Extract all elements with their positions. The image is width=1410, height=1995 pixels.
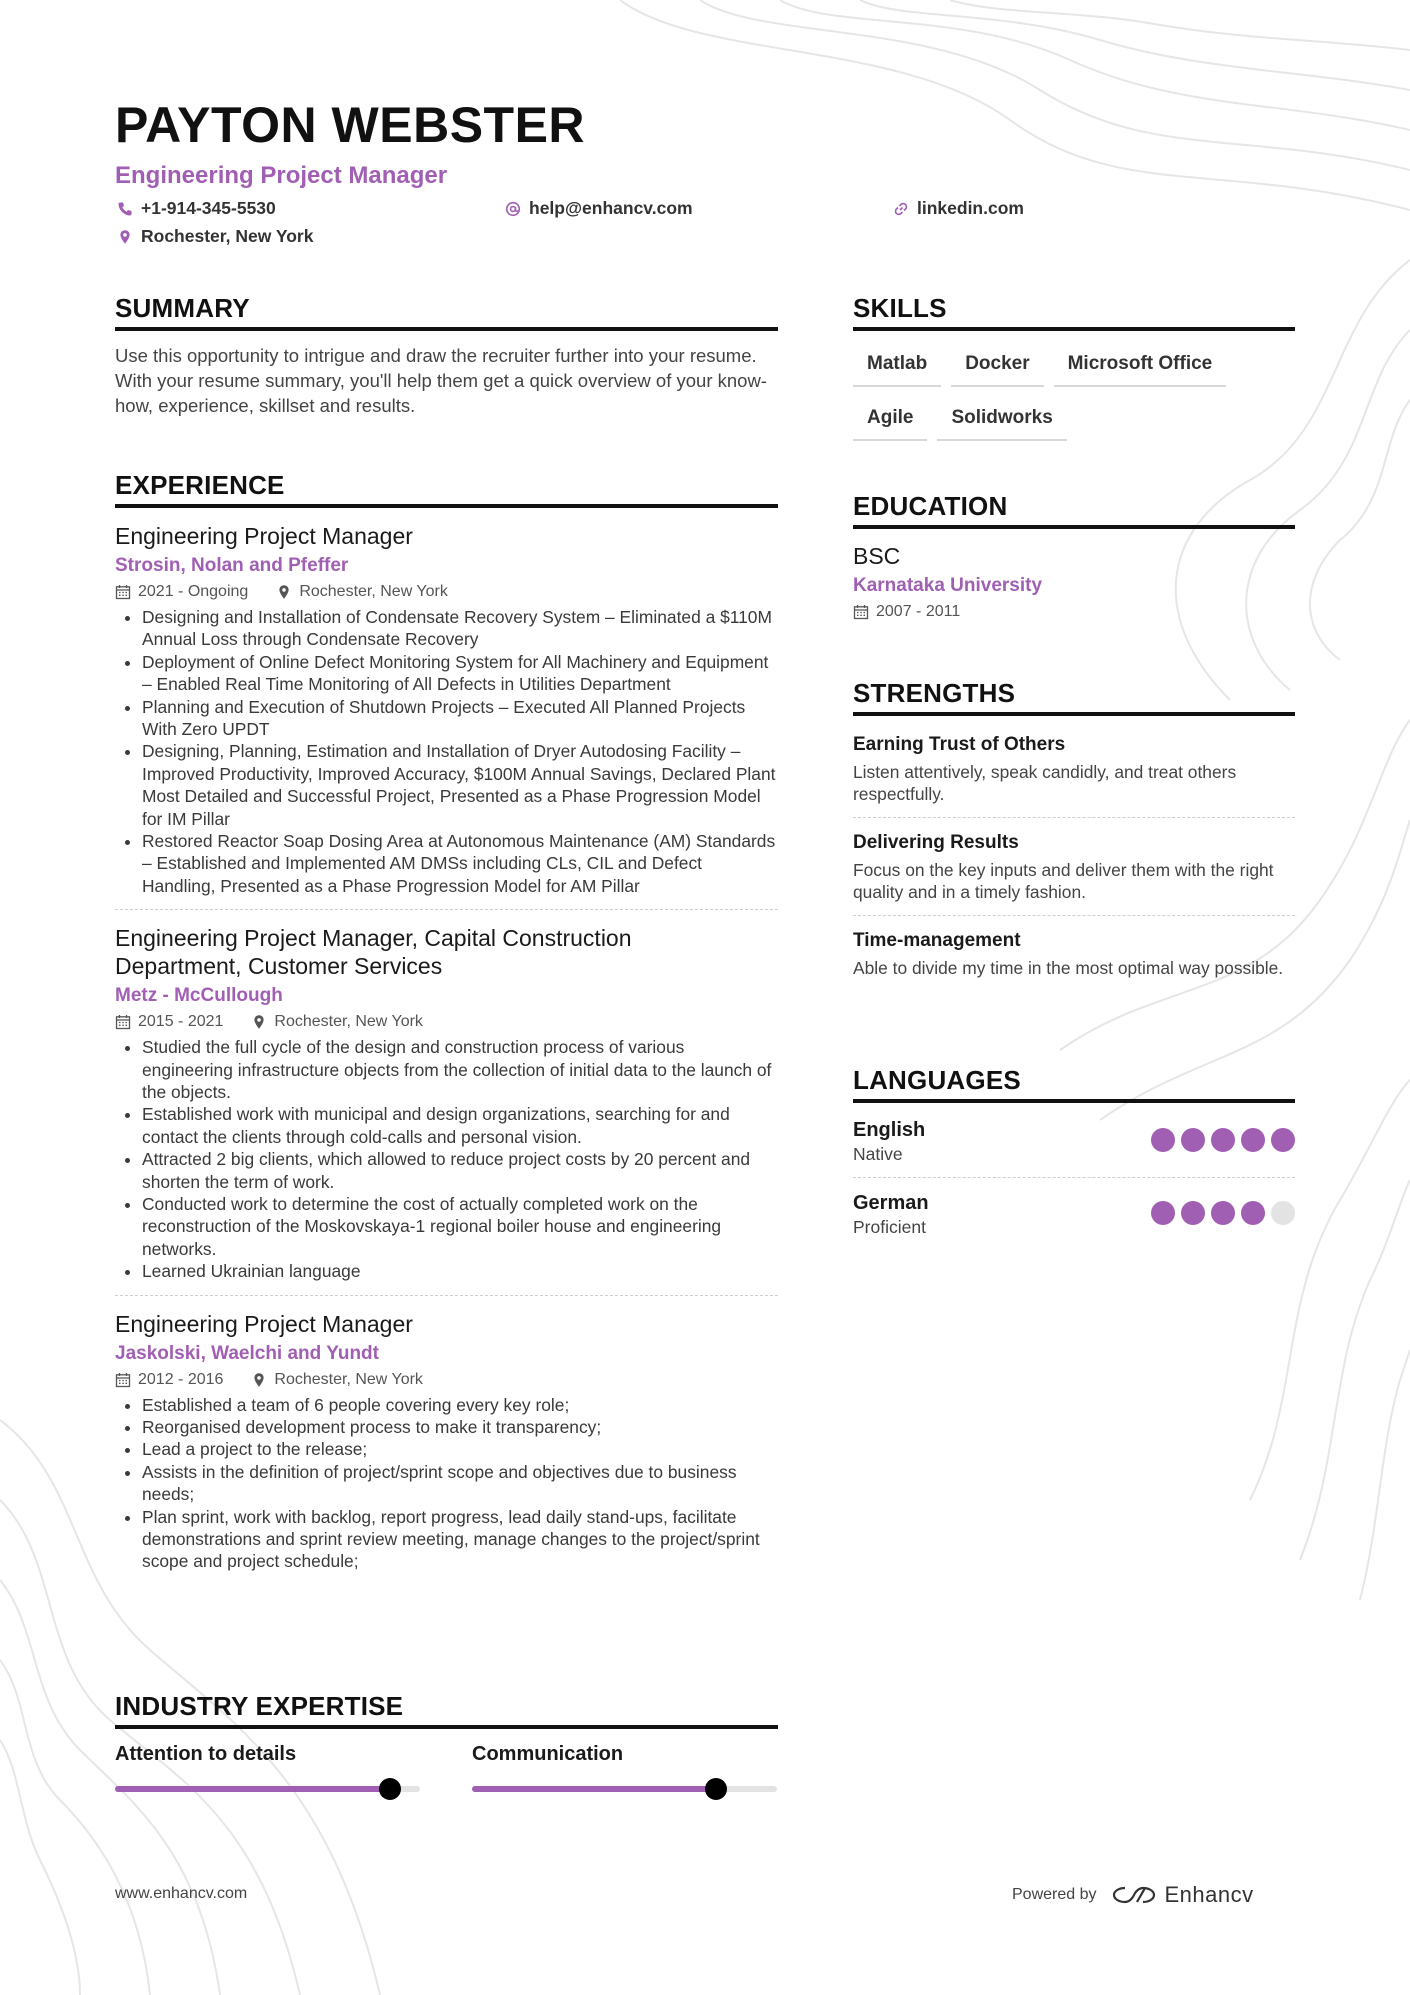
expertise-item — [115, 1743, 420, 1792]
expertise-slider — [115, 1786, 420, 1792]
school-name: Karnataka University — [853, 574, 1043, 596]
calendar-icon — [853, 604, 869, 620]
job-meta — [115, 1371, 778, 1389]
job-bullets — [115, 1394, 778, 1573]
candidate-role: Engineering Project Manager — [115, 162, 448, 189]
company-name: Jaskolski, Waelchi and Yundt — [115, 1342, 379, 1364]
industry-expertise-heading: INDUSTRY EXPERTISE — [115, 1692, 778, 1729]
rating-dot — [1241, 1201, 1265, 1225]
enhancv-logo-icon — [1111, 1884, 1157, 1906]
calendar-icon — [115, 1372, 131, 1388]
expertise-slider — [472, 1786, 777, 1792]
divider — [853, 1177, 1295, 1178]
language-rating — [1151, 1201, 1295, 1225]
footer-website[interactable]: www.enhancv.com — [115, 1885, 248, 1902]
divider — [115, 909, 778, 910]
job-meta — [115, 583, 778, 601]
divider — [853, 915, 1295, 916]
summary-heading: SUMMARY — [115, 294, 778, 331]
location-contact — [117, 226, 313, 247]
experience-heading: EXPERIENCE — [115, 471, 778, 508]
skill-tag: Matlab — [853, 343, 941, 387]
strength-desc: Listen attentively, speak candidly, and treat others respectfully. — [853, 761, 1237, 804]
list-item: • Deployment of Online Defect Monitoring System for All Machinery and Equipment – Enabled Real Time Monitoring of All Defects in Utilities Department — [142, 651, 778, 696]
language-name: English — [853, 1118, 926, 1141]
brand-name: Enhancv — [1164, 1882, 1254, 1907]
list-item: • Studied the full cycle of the design and construction process of various engineering infrastructure objects from the collection of initial data to the launch of the objects. — [142, 1036, 778, 1103]
at-icon — [505, 201, 521, 217]
job-title: Engineering Project Manager — [115, 1310, 413, 1337]
phone-icon — [117, 201, 133, 217]
language-level: Proficient — [853, 1216, 926, 1237]
education-dates: 2007 - 2011 — [876, 602, 961, 620]
strength-title: Earning Trust of Others — [853, 733, 1066, 755]
summary-text: Use this opportunity to intrigue and draw the recruiter further into your resume. With your resume summary, you'll help them get a quick overview of your know-how, experience, skillset and results. — [115, 344, 767, 416]
strengths-heading: STRENGTHS — [853, 679, 1295, 716]
expertise-label: Attention to details — [115, 1743, 297, 1765]
skills-heading: SKILLS — [853, 294, 1295, 331]
experience-section — [115, 471, 778, 1573]
list-item: • Established work with municipal and design organizations, searching for and contact the clients through cold-calls and personal vision. — [142, 1103, 778, 1148]
list-item: • Established a team of 6 people covering every key role; — [142, 1394, 778, 1416]
job-entry — [115, 1310, 778, 1573]
strength-item — [853, 930, 1295, 979]
expertise-slider-fill — [115, 1786, 390, 1792]
location-text: Rochester, New York — [141, 226, 314, 246]
skill-tag: Solidworks — [937, 397, 1066, 441]
summary-section — [115, 294, 778, 418]
list-item: • Designing and Installation of Condensate Recovery System – Eliminated a $110M Annual Loss through Condensate Recovery — [142, 606, 778, 651]
phone-text: +1-914-345-5530 — [141, 198, 276, 218]
language-item — [853, 1192, 1295, 1238]
strength-title: Time-management — [853, 929, 1021, 951]
rating-dot — [1211, 1201, 1235, 1225]
expertise-slider-knob — [705, 1778, 727, 1800]
email-contact[interactable] — [505, 198, 693, 219]
language-level: Native — [853, 1143, 903, 1164]
rating-dot — [1181, 1128, 1205, 1152]
expertise-item — [472, 1743, 777, 1792]
skills-list — [853, 343, 1293, 451]
email-text: help@enhancv.com — [529, 198, 693, 218]
degree: BSC — [853, 542, 901, 569]
strength-item — [853, 734, 1295, 805]
job-location: Rochester, New York — [274, 1370, 423, 1388]
list-item: • Restored Reactor Soap Dosing Area at Autonomous Maintenance (AM) Standards – Established and Implemented AM DMSs including CLs, CIL and Defect Handling, Presented as a Phase Progression Model for AM Pillar — [142, 830, 778, 897]
strength-item — [853, 832, 1295, 903]
company-name: Metz - McCullough — [115, 985, 283, 1007]
list-item: • Planning and Execution of Shutdown Projects – Executed All Planned Projects With Zero UPDT — [142, 696, 778, 741]
job-location: Rochester, New York — [299, 582, 448, 600]
candidate-name: PAYTON WEBSTER — [115, 97, 586, 153]
footer-branding[interactable] — [1012, 1882, 1254, 1908]
calendar-icon — [115, 1014, 131, 1030]
company-name: Strosin, Nolan and Pfeffer — [115, 554, 349, 576]
industry-expertise-section — [115, 1692, 778, 1729]
expertise-label: Communication — [472, 1743, 624, 1765]
strengths-section — [853, 679, 1295, 979]
expertise-slider-fill — [472, 1786, 716, 1792]
list-item: • Designing, Planning, Estimation and Installation of Dryer Autodosing Facility – Improved Productivity, Improved Accuracy, $100M Annual Savings, Declared Plant Most Detailed and Successful Project, Presented as a Phase Progression Model for IM Pillar — [142, 740, 778, 830]
calendar-icon — [115, 584, 131, 600]
list-item: • Assists in the definition of project/sprint scope and objectives due to business needs; — [142, 1461, 778, 1506]
language-name: German — [853, 1191, 929, 1214]
divider — [853, 817, 1295, 818]
languages-section — [853, 1066, 1295, 1238]
job-dates: 2012 - 2016 — [138, 1370, 224, 1388]
job-entry — [115, 522, 778, 897]
location-pin-icon — [117, 229, 133, 245]
phone-contact[interactable] — [117, 198, 276, 219]
location-pin-icon — [251, 1014, 267, 1030]
list-item: • Reorganised development process to make it transparency; — [142, 1416, 778, 1438]
job-bullets — [115, 606, 778, 897]
job-bullets — [115, 1036, 778, 1282]
linkedin-contact[interactable] — [893, 198, 1024, 219]
link-icon — [893, 201, 909, 217]
rating-dot — [1211, 1128, 1235, 1152]
list-item: • Attracted 2 big clients, which allowed to reduce project costs by 20 percent and shorten the term of work. — [142, 1148, 778, 1193]
linkedin-text: linkedin.com — [917, 198, 1024, 218]
location-pin-icon — [276, 584, 292, 600]
brand-logo — [1111, 1882, 1254, 1908]
list-item: • Conducted work to determine the cost of actually completed work on the reconstruction of the Moskovskaya-1 regional boiler house and engineering networks. — [142, 1193, 778, 1260]
skill-tag: Microsoft Office — [1054, 343, 1227, 387]
languages-heading: LANGUAGES — [853, 1066, 1295, 1103]
job-dates: 2021 - Ongoing — [138, 582, 249, 600]
job-title: Engineering Project Manager, Capital Construction Department, Customer Services — [115, 925, 632, 980]
job-title: Engineering Project Manager — [115, 522, 413, 549]
strength-desc: Able to divide my time in the most optimal way possible. — [853, 957, 1284, 978]
skill-tag: Agile — [853, 397, 927, 441]
list-item: • Lead a project to the release; — [142, 1438, 778, 1460]
language-rating — [1151, 1128, 1295, 1152]
location-pin-icon — [251, 1372, 267, 1388]
job-meta — [115, 1013, 778, 1031]
rating-dot — [1271, 1128, 1295, 1152]
powered-by-text: Powered by — [1012, 1886, 1097, 1903]
education-meta — [853, 603, 1295, 621]
language-item — [853, 1119, 1295, 1165]
divider — [115, 1295, 778, 1296]
education-heading: EDUCATION — [853, 492, 1295, 529]
job-entry — [115, 924, 778, 1282]
rating-dot — [1241, 1128, 1265, 1152]
rating-dot — [1271, 1201, 1295, 1225]
list-item: • Learned Ukrainian language — [142, 1260, 778, 1282]
skills-section — [853, 294, 1295, 451]
strength-desc: Focus on the key inputs and deliver them with the right quality and in a timely fashion. — [853, 859, 1274, 902]
job-location: Rochester, New York — [274, 1013, 423, 1031]
rating-dot — [1181, 1201, 1205, 1225]
education-section — [853, 492, 1295, 621]
skill-tag: Docker — [951, 343, 1043, 387]
rating-dot — [1151, 1201, 1175, 1225]
strength-title: Delivering Results — [853, 831, 1019, 853]
list-item: • Plan sprint, work with backlog, report progress, lead daily stand-ups, facilitate demonstrations and sprint review meeting, manage changes to the project/sprint scope and project schedule; — [142, 1506, 778, 1573]
expertise-slider-knob — [379, 1778, 401, 1800]
rating-dot — [1151, 1128, 1175, 1152]
job-dates: 2015 - 2021 — [138, 1013, 224, 1031]
